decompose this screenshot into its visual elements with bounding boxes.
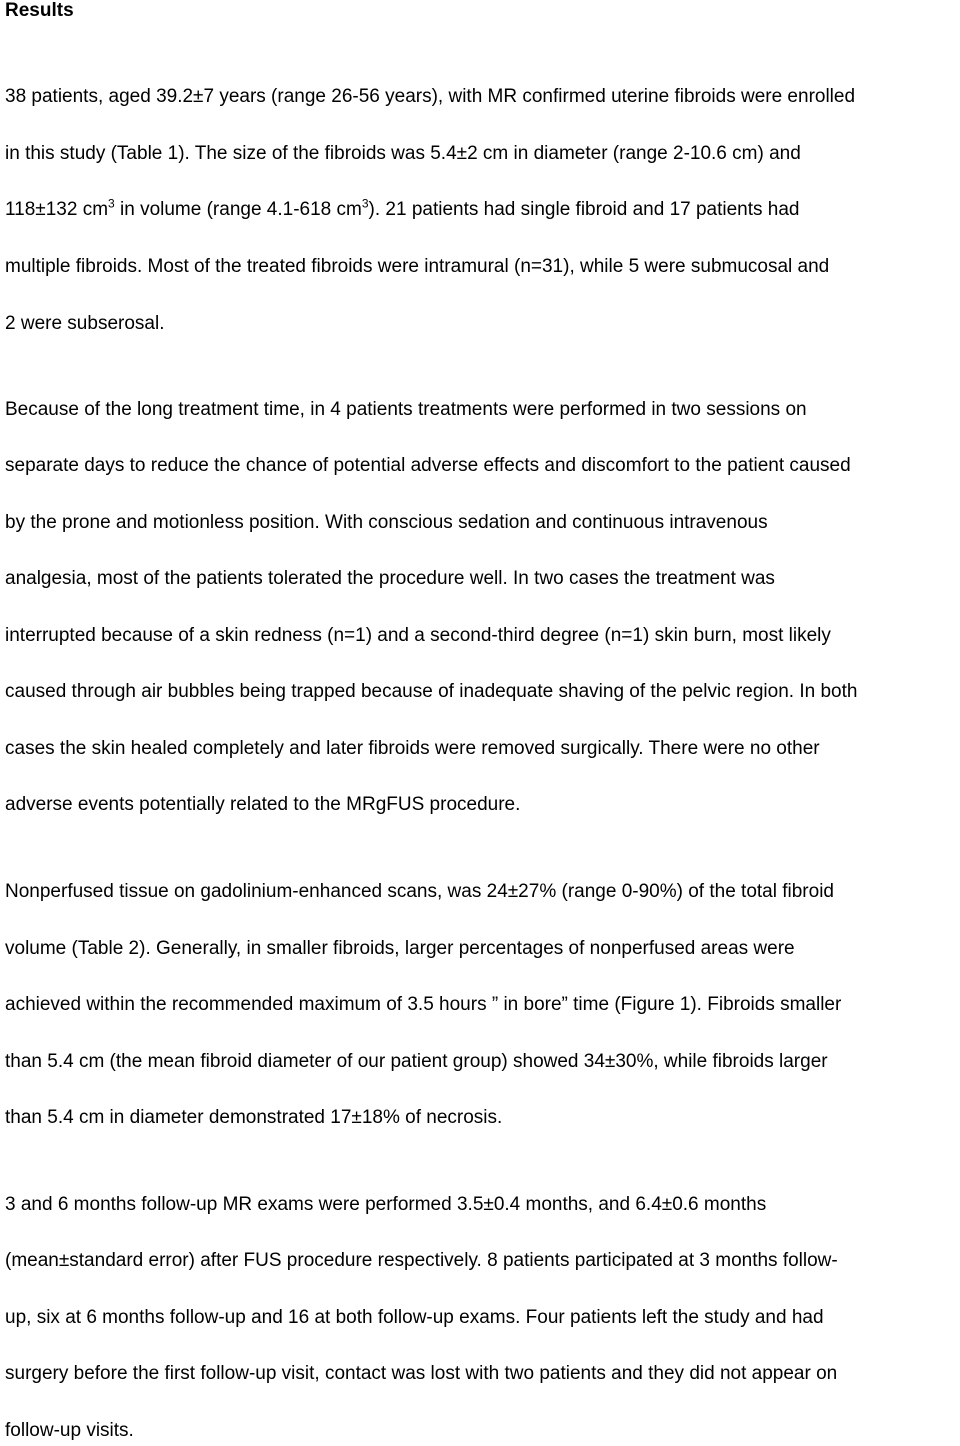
paragraph-2-line-1: Because of the long treatment time, in 4 patients treatments were performed in two sessions on <box>5 399 807 420</box>
superscript-cubed: 3 <box>361 196 369 211</box>
paragraph-2-line-4: analgesia, most of the patients tolerated the procedure well. In two cases the treatment was <box>5 568 775 589</box>
paragraph-4-line-4: surgery before the first follow-up visit, contact was lost with two patients and they did not appear on <box>5 1363 838 1384</box>
superscript-cubed: 3 <box>108 196 115 211</box>
paragraph-1-line-3 <box>5 196 800 224</box>
paragraph-2-line-8: adverse events potentially related to the MRgFUS procedure. <box>5 794 521 815</box>
paragraph-1-line-1: 38 patients, aged 39.2±7 years (range 26-56 years), with MR confirmed uterine fibroids were enrolled <box>5 86 856 107</box>
paragraph-2-line-2: separate days to reduce the chance of potential adverse effects and discomfort to the patient caused <box>5 455 851 476</box>
paragraph-3-line-5: than 5.4 cm in diameter demonstrated 17±18% of necrosis. <box>5 1107 503 1128</box>
paragraph-1-line-2: in this study (Table 1). The size of the fibroids was 5.4±2 cm in diameter (range 2-10.6 cm) and <box>5 143 801 164</box>
paragraph-4-line-1: 3 and 6 months follow-up MR exams were performed 3.5±0.4 months, and 6.4±0.6 months <box>5 1194 767 1215</box>
paragraph-2-line-3: by the prone and motionless position. With conscious sedation and continuous intravenous <box>5 512 768 533</box>
volume-range-text: in volume (range 4.1-618 cm <box>114 199 362 220</box>
paragraph-3-line-2: volume (Table 2). Generally, in smaller fibroids, larger percentages of nonperfused areas were <box>5 938 795 959</box>
paragraph-4-line-2: (mean±standard error) after FUS procedure respectively. 8 patients participated at 3 months follow- <box>5 1250 838 1271</box>
paragraph-2-line-7: cases the skin healed completely and later fibroids were removed surgically. There were no other <box>5 738 820 759</box>
paragraph-2-line-6: caused through air bubbles being trapped because of inadequate shaving of the pelvic region. In both <box>5 681 858 702</box>
paragraph-2-line-5: interrupted because of a skin redness (n=1) and a second-third degree (n=1) skin burn, most likely <box>5 625 831 646</box>
patient-count-text: ). 21 patients had single fibroid and 17 patients had <box>368 199 800 220</box>
paragraph-4-line-5: follow-up visits. <box>5 1420 134 1441</box>
paragraph-3-line-4: than 5.4 cm (the mean fibroid diameter of our patient group) showed 34±30%, while fibroids larger <box>5 1051 828 1072</box>
section-heading: Results <box>5 0 74 21</box>
paragraph-1-line-5: 2 were subserosal. <box>5 313 165 334</box>
paragraph-4-line-3: up, six at 6 months follow-up and 16 at both follow-up exams. Four patients left the study and had <box>5 1307 824 1328</box>
paragraph-3-line-3: achieved within the recommended maximum of 3.5 hours ” in bore” time (Figure 1). Fibroids smaller <box>5 994 842 1015</box>
volume-value: 118±132 cm <box>5 199 109 220</box>
paragraph-1-line-4: multiple fibroids. Most of the treated fibroids were intramural (n=31), while 5 were submucosal and <box>5 256 830 277</box>
paragraph-3-line-1: Nonperfused tissue on gadolinium-enhanced scans, was 24±27% (range 0-90%) of the total fibroid <box>5 881 834 902</box>
